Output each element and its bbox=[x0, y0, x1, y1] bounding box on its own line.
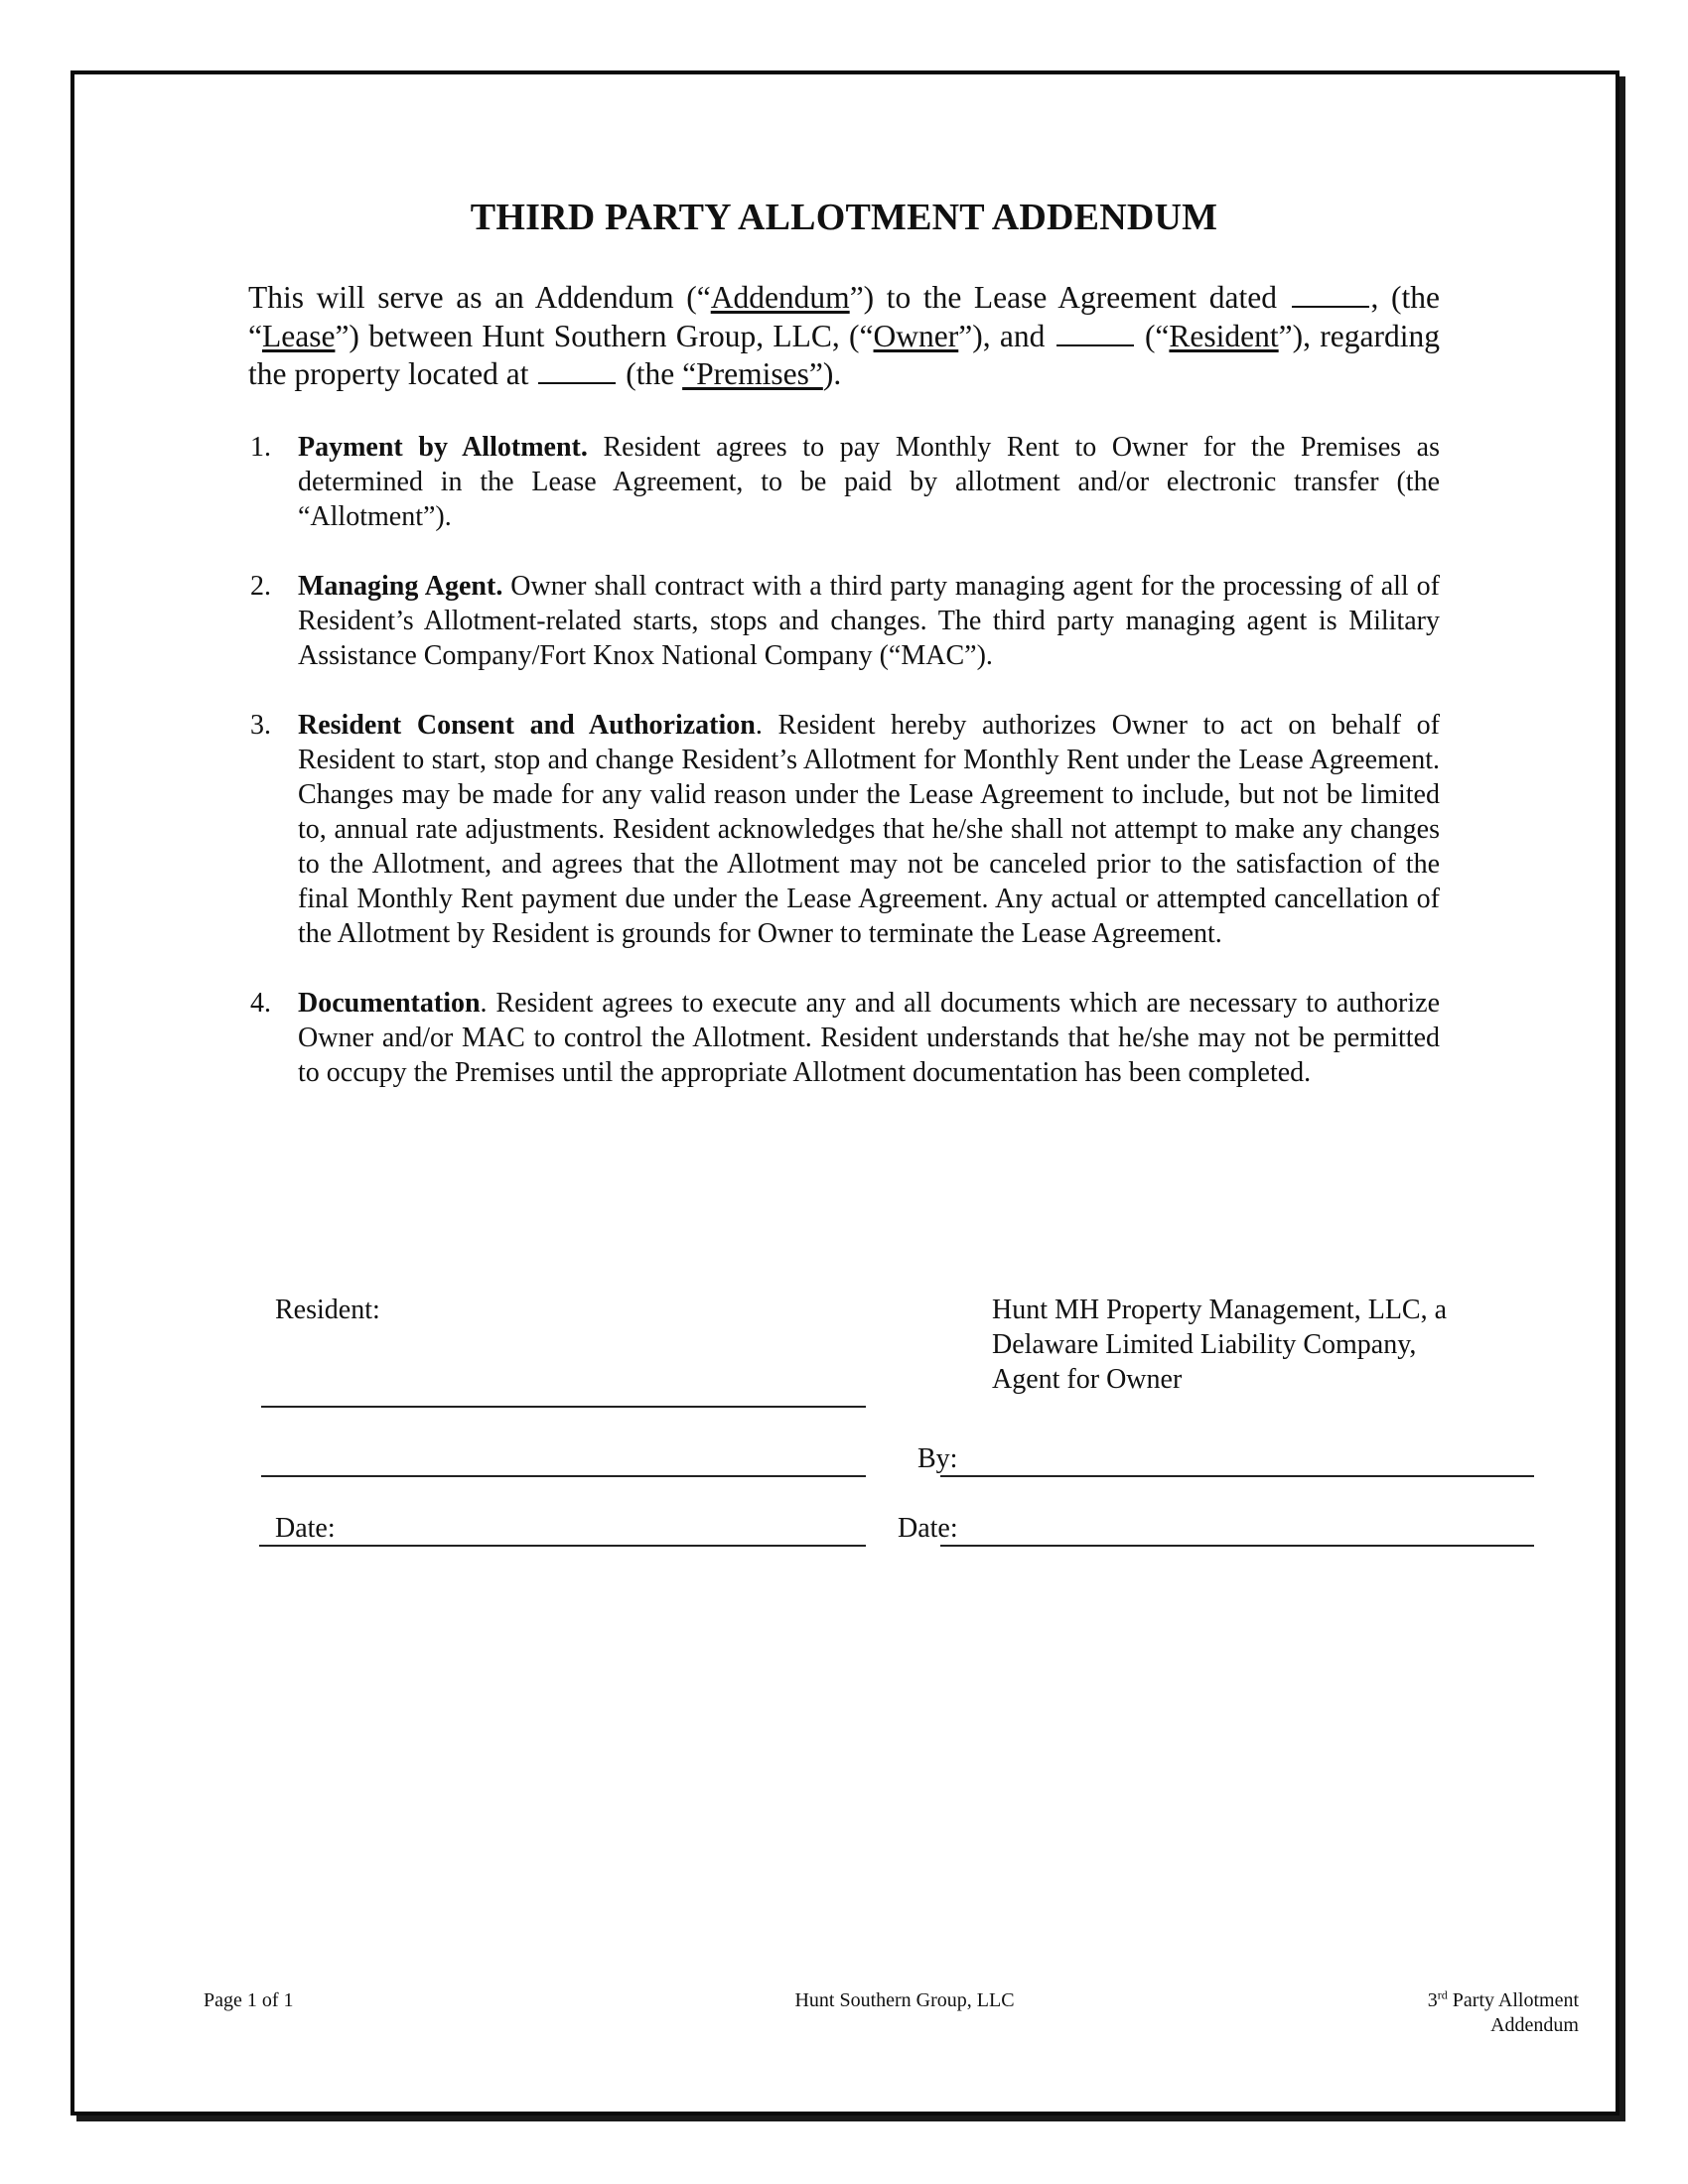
resident-name-blank[interactable] bbox=[1056, 343, 1134, 346]
clause-item-documentation bbox=[248, 986, 1440, 1090]
intro-text: ”), and bbox=[958, 318, 1055, 353]
defined-term-lease: Lease bbox=[261, 318, 336, 353]
clause-item-managing-agent bbox=[248, 569, 1440, 673]
company-line-3: Agent for Owner bbox=[992, 1364, 1183, 1395]
clause-text: Resident agrees to pay Monthly Rent to Owner for the Premises as determined in the Lease Agreement, to be paid by allotment and/or electronic transfer (the “Allotment”). bbox=[298, 432, 1440, 532]
footer-doc-title: Party Allotment bbox=[1447, 1989, 1579, 2011]
clause-number: 4. bbox=[250, 988, 271, 1019]
intro-text: (“ bbox=[1135, 318, 1170, 353]
clause-text: . Resident hereby authorizes Owner to act on behalf of Resident to start, stop and change Resident’s Allotment for Monthly Rent under the Lease Agreement. Changes may be made for any valid reason under the Lease Agreement to include, but not be limited to, annual rate adjustments. Resident acknowledges that he/she shall not attempt to make any changes to the Allotment, and agrees that the Allotment may not be canceled prior to the satisfaction of the final Monthly Rent payment due under the Lease Agreement. Any actual or attempted cancellation of the Allotment by Resident is grounds for Owner to terminate the Lease Agreement. bbox=[298, 710, 1440, 949]
footer-doc-title-line2: Addendum bbox=[1490, 2014, 1579, 2036]
footer-document-name bbox=[1428, 1988, 1579, 2038]
clause-heading: Managing Agent. bbox=[298, 571, 503, 602]
defined-term-resident: Resident bbox=[1169, 318, 1279, 353]
company-line-2: Delaware Limited Liability Company, bbox=[992, 1329, 1417, 1360]
clause-heading: Documentation bbox=[298, 988, 481, 1019]
owner-date-label: Date: bbox=[898, 1513, 958, 1544]
intro-text: ”) between Hunt Southern Group, LLC, (“ bbox=[335, 318, 874, 353]
intro-paragraph bbox=[248, 279, 1440, 394]
resident-date-label: Date: bbox=[275, 1513, 336, 1544]
footer-company: Hunt Southern Group, LLC bbox=[794, 1989, 1015, 2011]
intro-text: This will serve as an Addendum (“ bbox=[248, 280, 711, 315]
clause-heading: Payment by Allotment. bbox=[298, 432, 588, 463]
lease-date-blank[interactable] bbox=[1292, 305, 1369, 308]
footer-doc-suffix: rd bbox=[1437, 1987, 1448, 2002]
clause-list bbox=[248, 430, 1440, 1125]
owner-signature-line[interactable] bbox=[940, 1475, 1534, 1477]
resident-signature-line[interactable] bbox=[261, 1406, 866, 1408]
intro-text: (the bbox=[618, 356, 683, 391]
intro-text: ”) to the Lease Agreement dated bbox=[849, 280, 1290, 315]
resident-date-line[interactable] bbox=[259, 1545, 866, 1547]
intro-text: , (the “ bbox=[248, 280, 1440, 353]
resident-name-line[interactable] bbox=[261, 1475, 866, 1477]
defined-term-addendum: Addendum bbox=[710, 280, 850, 315]
by-label: By: bbox=[917, 1443, 958, 1474]
clause-number: 1. bbox=[250, 432, 271, 463]
clause-item-consent bbox=[248, 708, 1440, 951]
footer-page-number: Page 1 of 1 bbox=[204, 1989, 294, 2011]
resident-label: Resident: bbox=[275, 1295, 380, 1325]
clause-text: . Resident agrees to execute any and all documents which are necessary to authorize Owner and/or MAC to control the Allotment. Resident understands that he/she may not be permitted to occupy the Premises until the appropriate Allotment documentation has been completed. bbox=[298, 988, 1440, 1088]
defined-term-owner: Owner bbox=[873, 318, 959, 353]
clause-number: 3. bbox=[250, 710, 271, 741]
clause-heading: Resident Consent and Authorization bbox=[298, 710, 756, 741]
property-address-blank[interactable] bbox=[538, 381, 616, 384]
intro-text: ). bbox=[822, 356, 842, 391]
document-title: THIRD PARTY ALLOTMENT ADDENDUM bbox=[470, 197, 1218, 238]
clause-item-payment bbox=[248, 430, 1440, 534]
owner-date-line[interactable] bbox=[940, 1545, 1534, 1547]
intro-text: ”), regarding the property located at bbox=[248, 318, 1440, 391]
clause-number: 2. bbox=[250, 571, 271, 602]
footer-doc-number: 3 bbox=[1427, 1989, 1438, 2011]
company-line-1: Hunt MH Property Management, LLC, a bbox=[992, 1295, 1448, 1325]
defined-term-premises: “Premises” bbox=[682, 356, 823, 391]
clause-text: Owner shall contract with a third party managing agent for the processing of all of Resident’s Allotment-related starts, stops and changes. The third party managing agent is Military Assistance Company/Fort Knox National Company (“MAC”). bbox=[298, 571, 1440, 671]
